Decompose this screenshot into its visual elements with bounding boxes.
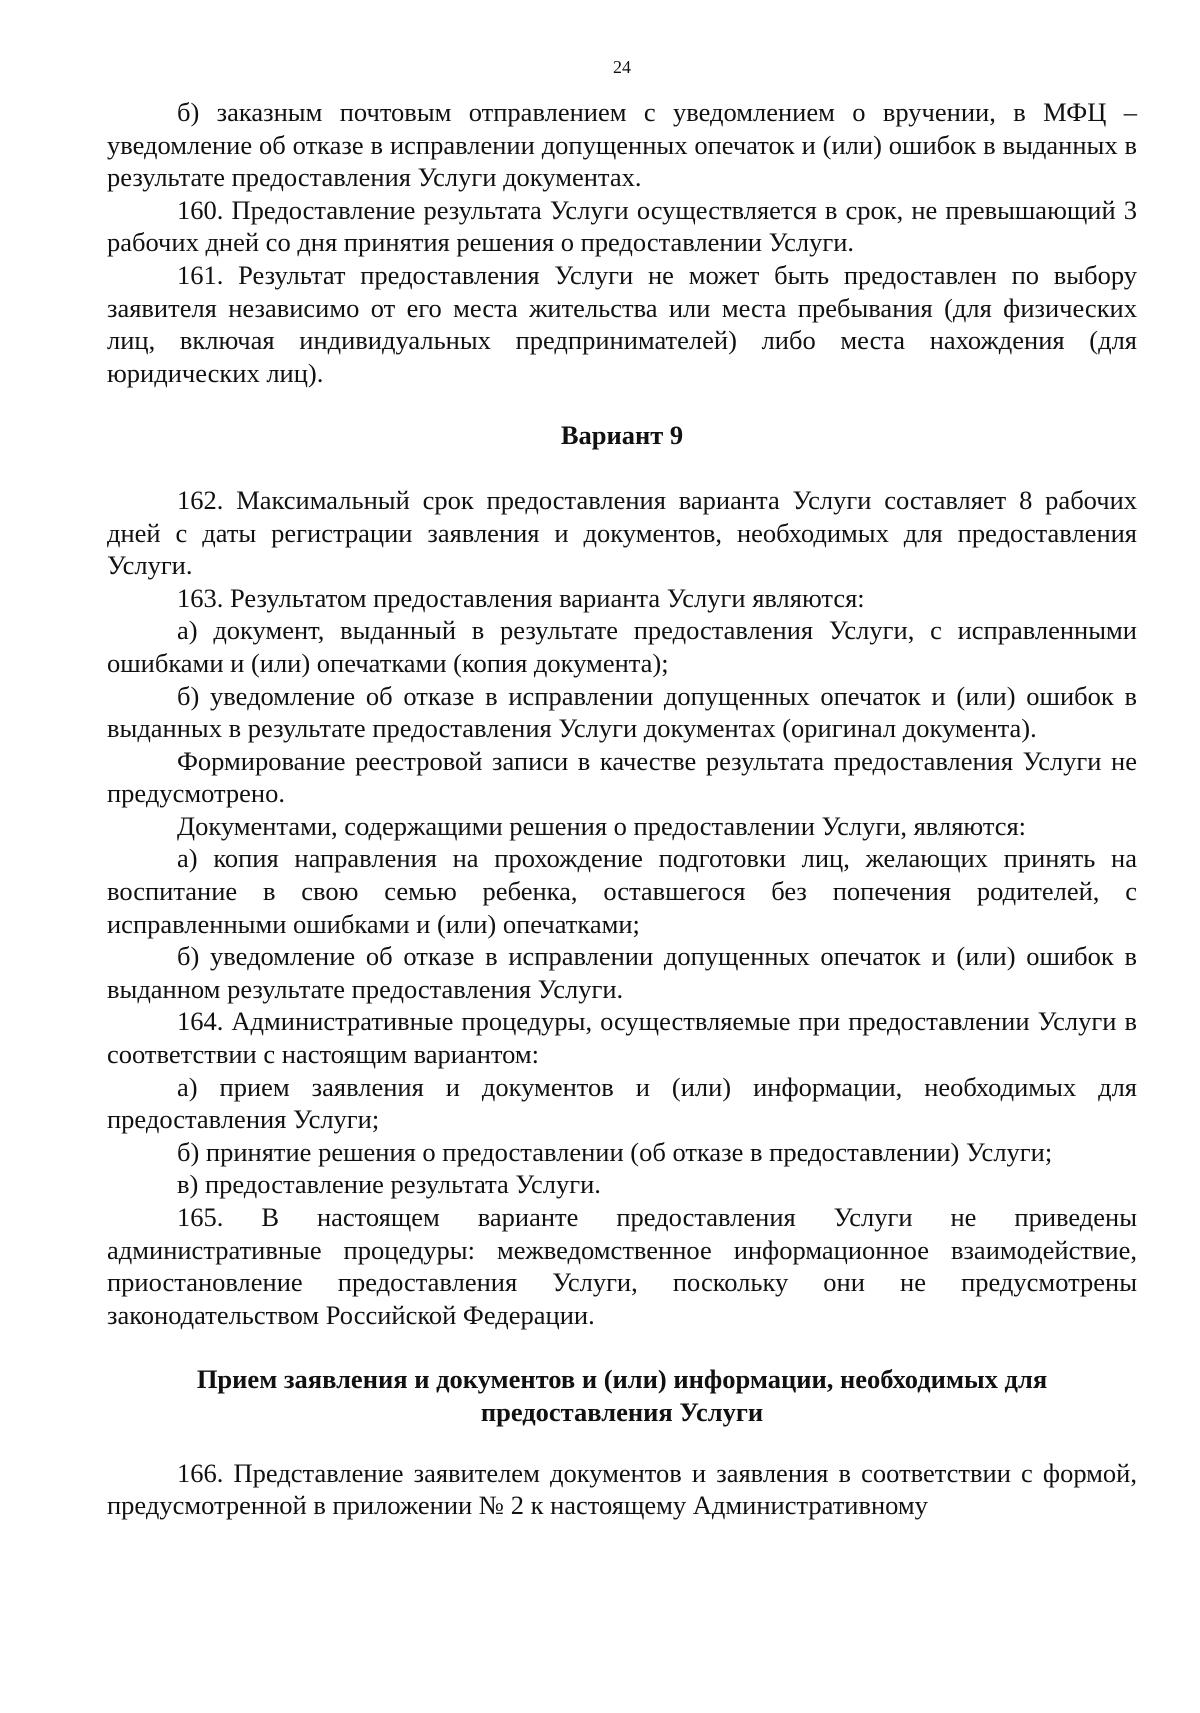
paragraph: Документами, содержащими решения о предоставлении Услуги, являются: <box>177 810 1027 841</box>
list-item: б) принятие решения о предоставлении (об отказе в предоставлении) Услуги; <box>177 1136 1053 1167</box>
list-item: а) прием заявления и документов и (или) информации, необходимых для предоставления Услуги; <box>107 1071 1137 1135</box>
paragraph-164: 164. Административные процедуры, осуществляемые при предоставлении Услуги в соответствии с настоящим вариантом: <box>107 1006 1137 1070</box>
paragraph-163: 163. Результатом предоставления варианта Услуги являются: <box>177 582 865 613</box>
paragraph-161: 161. Результат предоставления Услуги не может быть предоставлен по выбору заявителя независимо от его места жительства или места пребывания (для физических лиц, включая индивидуальных предпринимателей) либо места нахождения (для юридических лиц). <box>107 259 1137 388</box>
paragraph-166: 166. Представление заявителем документов и заявления в соответствии с формой, предусмотренной в приложении № 2 к настоящему Административному <box>107 1457 1137 1521</box>
list-item: в) предоставление результата Услуги. <box>177 1169 601 1200</box>
paragraph: Формирование реестровой записи в качестве результата предоставления Услуги не предусмотрено. <box>107 745 1137 809</box>
document-page <box>107 56 1137 1522</box>
list-item: а) документ, выданный в результате предоставления Услуги, с исправленными ошибками и (или) опечатками (копия документа); <box>107 615 1137 678</box>
paragraph: б) заказным почтовым отправлением с уведомлением о вручении, в МФЦ – уведомление об отказе в исправлении допущенных опечаток и (или) ошибок в выданных в результате предоставления Услуги документах. <box>107 97 1137 193</box>
list-item: б) уведомление об отказе в исправлении допущенных опечаток и (или) ошибок в выданных в результате предоставления Услуги документах (оригинал документа). <box>107 680 1137 744</box>
list-item: а) копия направления на прохождение подготовки лиц, желающих принять на воспитание в свою семью ребенка, оставшегося без попечения родителей, с исправленными ошибками и (или) опечатками; <box>107 843 1137 939</box>
heading-variant: Вариант 9 <box>560 420 684 451</box>
paragraph-165: 165. В настоящем варианте предоставления Услуги не приведены административные процедуры: межведомственное информационное взаимодействие, приостановление предоставления Услуги, поскольку они не предусмотрены законодательством Российской Федерации. <box>107 1202 1137 1330</box>
list-item: б) уведомление об отказе в исправлении допущенных опечаток и (или) ошибок в выданном результате предоставления Услуги. <box>107 941 1137 1004</box>
paragraph-160: 160. Предоставление результата Услуги осуществляется в срок, не превышающий 3 рабочих дней со дня принятия решения о предоставлении Услуги. <box>107 194 1137 258</box>
paragraph-162: 162. Максимальный срок предоставления варианта Услуги составляет 8 рабочих дней с даты регистрации заявления и документов, необходимых для предоставления Услуги. <box>107 484 1137 581</box>
heading-section: Прием заявления и документов и (или) информации, необходимых для предоставления Услуги <box>196 1364 1048 1427</box>
page-number: 24 <box>613 57 631 77</box>
